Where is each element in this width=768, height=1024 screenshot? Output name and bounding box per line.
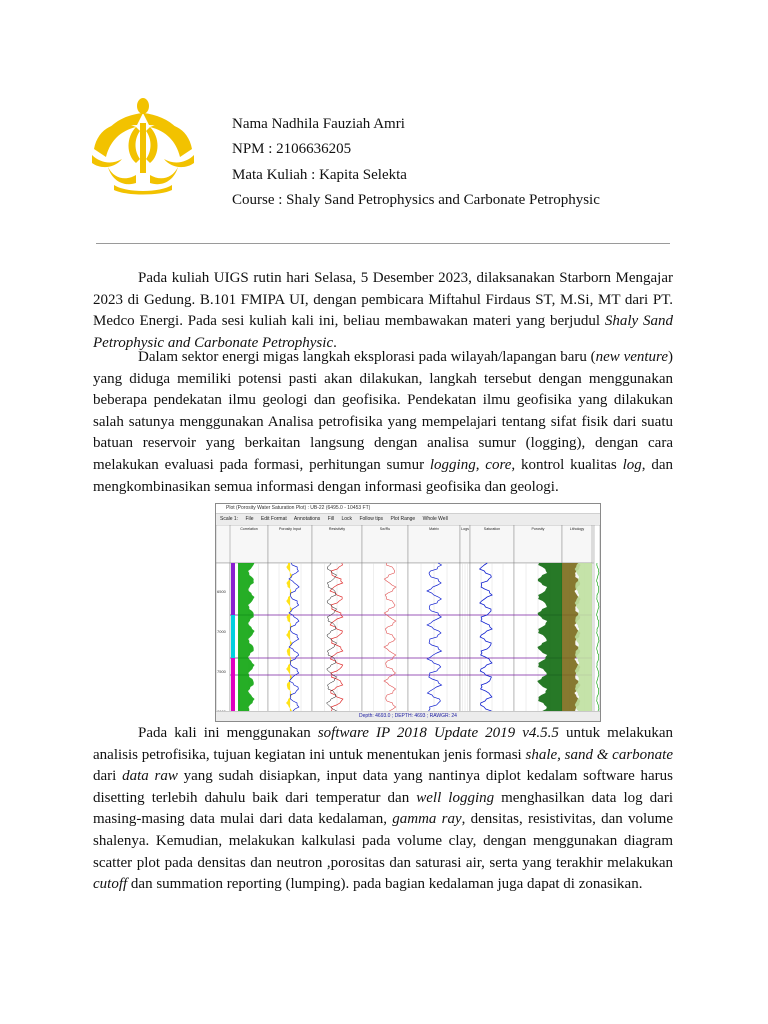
toolbar-fill: Fill (327, 516, 335, 522)
toolbar-edit-format: Edit Format (260, 516, 287, 522)
track-title: Matrix (429, 527, 439, 531)
track-title: Resistivity (328, 527, 346, 531)
petrophysics-software-screenshot (215, 503, 601, 722)
track-title: Saturation (483, 527, 501, 531)
zone-bar (231, 658, 235, 712)
track-title: Sw/Ru (379, 527, 391, 531)
toolbar-scale: Scale 1: (220, 516, 239, 522)
toolbar-annotations: Annotations (293, 516, 321, 522)
lithology-fill-2 (575, 563, 592, 712)
header-divider (96, 243, 670, 244)
well-log-plot (216, 525, 600, 712)
toolbar-whole-well: Whole Well (422, 516, 448, 522)
paragraph-3: Pada kali ini menggunakan software IP 2018 Update 2019 v4.5.5 untuk melakukan analisis petrofisika, tujuan kegiatan ini untuk menentukan jenis formasi shale, sand & carbonate dari data raw yang sudah disiapkan, input data yang nantinya diplot kedalam software harus disetting terlebih dahulu baik dari temperatur dan well logging menghasilkan data log dari masing-masing data mulai dari data kedalaman, gamma ray, densitas, resistivitas, dan volume shalenya. Kemudian, melakukan kalkulasi pada volume clay, dengan menggunakan diagram scatter plot pada densitas dan neutron ,porositas dan saturasi air, serta yang terakhir melakukan cutoff dan summation reporting (lumping). pada bagian kedalaman juga dapat di zonasikan. (93, 725, 674, 893)
university-logo-icon (92, 97, 194, 195)
paragraph-2: Dalam sektor energi migas langkah eksplorasi pada wilayah/lapangan baru (new venture) yang diduga memiliki potensi pasti akan dilakukan, langkah tersebut dengan menggunakan beberapa pendekatan ilmu geologi dan geofisika. Pendekatan ilmu geofisika yang dilakukan salah satunya menggunakan Analisa petrofisika yang mempelajari tentang sifat fisik dari suatu batuan reservoir yang berkaitan langsung dengan analisa sumur (logging), dengan cara melakukan evaluasi pada formasi, perhitungan sumur logging, core, kontrol kualitas log, dan mengkombinasikan semua informasi dengan informasi geofisika dan geologi. (93, 349, 673, 495)
depth-label: 7500 (217, 669, 226, 674)
zone-bar (231, 563, 235, 615)
course-title: Course : Shaly Sand Petrophysics and Carbonate Petrophysic (232, 191, 600, 208)
track-title: Porosity (531, 527, 545, 531)
screenshot-titlebar: Plot (Porosity Water Saturation Plot) : UB-22 (6495.0 - 10453 FT) (216, 504, 600, 514)
depth-label: 7000 (217, 629, 226, 634)
track-title: Lithology (569, 527, 585, 531)
depth-label: 6500 (217, 589, 226, 594)
track-title: Porosity Input (279, 527, 301, 531)
toolbar-plot-range: Plot Range (390, 516, 416, 522)
course-id: Mata Kuliah : Kapita Selekta (232, 166, 407, 183)
header-info (232, 112, 600, 213)
student-npm: NPM : 2106636205 (232, 141, 352, 158)
zone-bar (231, 615, 235, 658)
paragraph-1: Pada kuliah UIGS rutin hari Selasa, 5 Desember 2023, dilaksanakan Starborn Mengajar 2023 di Gedung. B.101 FMIPA UI, dengan pembicara Miftahul Firdaus ST, M.Si, MT dari PT. Medco Energi. Pada sesi kuliah kali ini, beliau membawakan materi yang berjudul Shaly Sand Petrophysic and Carbonate Petrophysic. (93, 270, 674, 351)
student-name: Nama Nadhila Fauziah Amri (232, 116, 405, 132)
toolbar-file: File (245, 516, 254, 522)
toolbar-lock: Lock (341, 516, 353, 522)
track-title: Correlation (240, 527, 258, 531)
depth-track (216, 563, 230, 712)
track-title: Logs (461, 527, 469, 531)
toolbar-follow-tips: Follow tips (359, 516, 384, 522)
screenshot-status: Depth: 4693.0 ; DEPTH: 4693 ; RAWGR: 24 (216, 711, 600, 721)
